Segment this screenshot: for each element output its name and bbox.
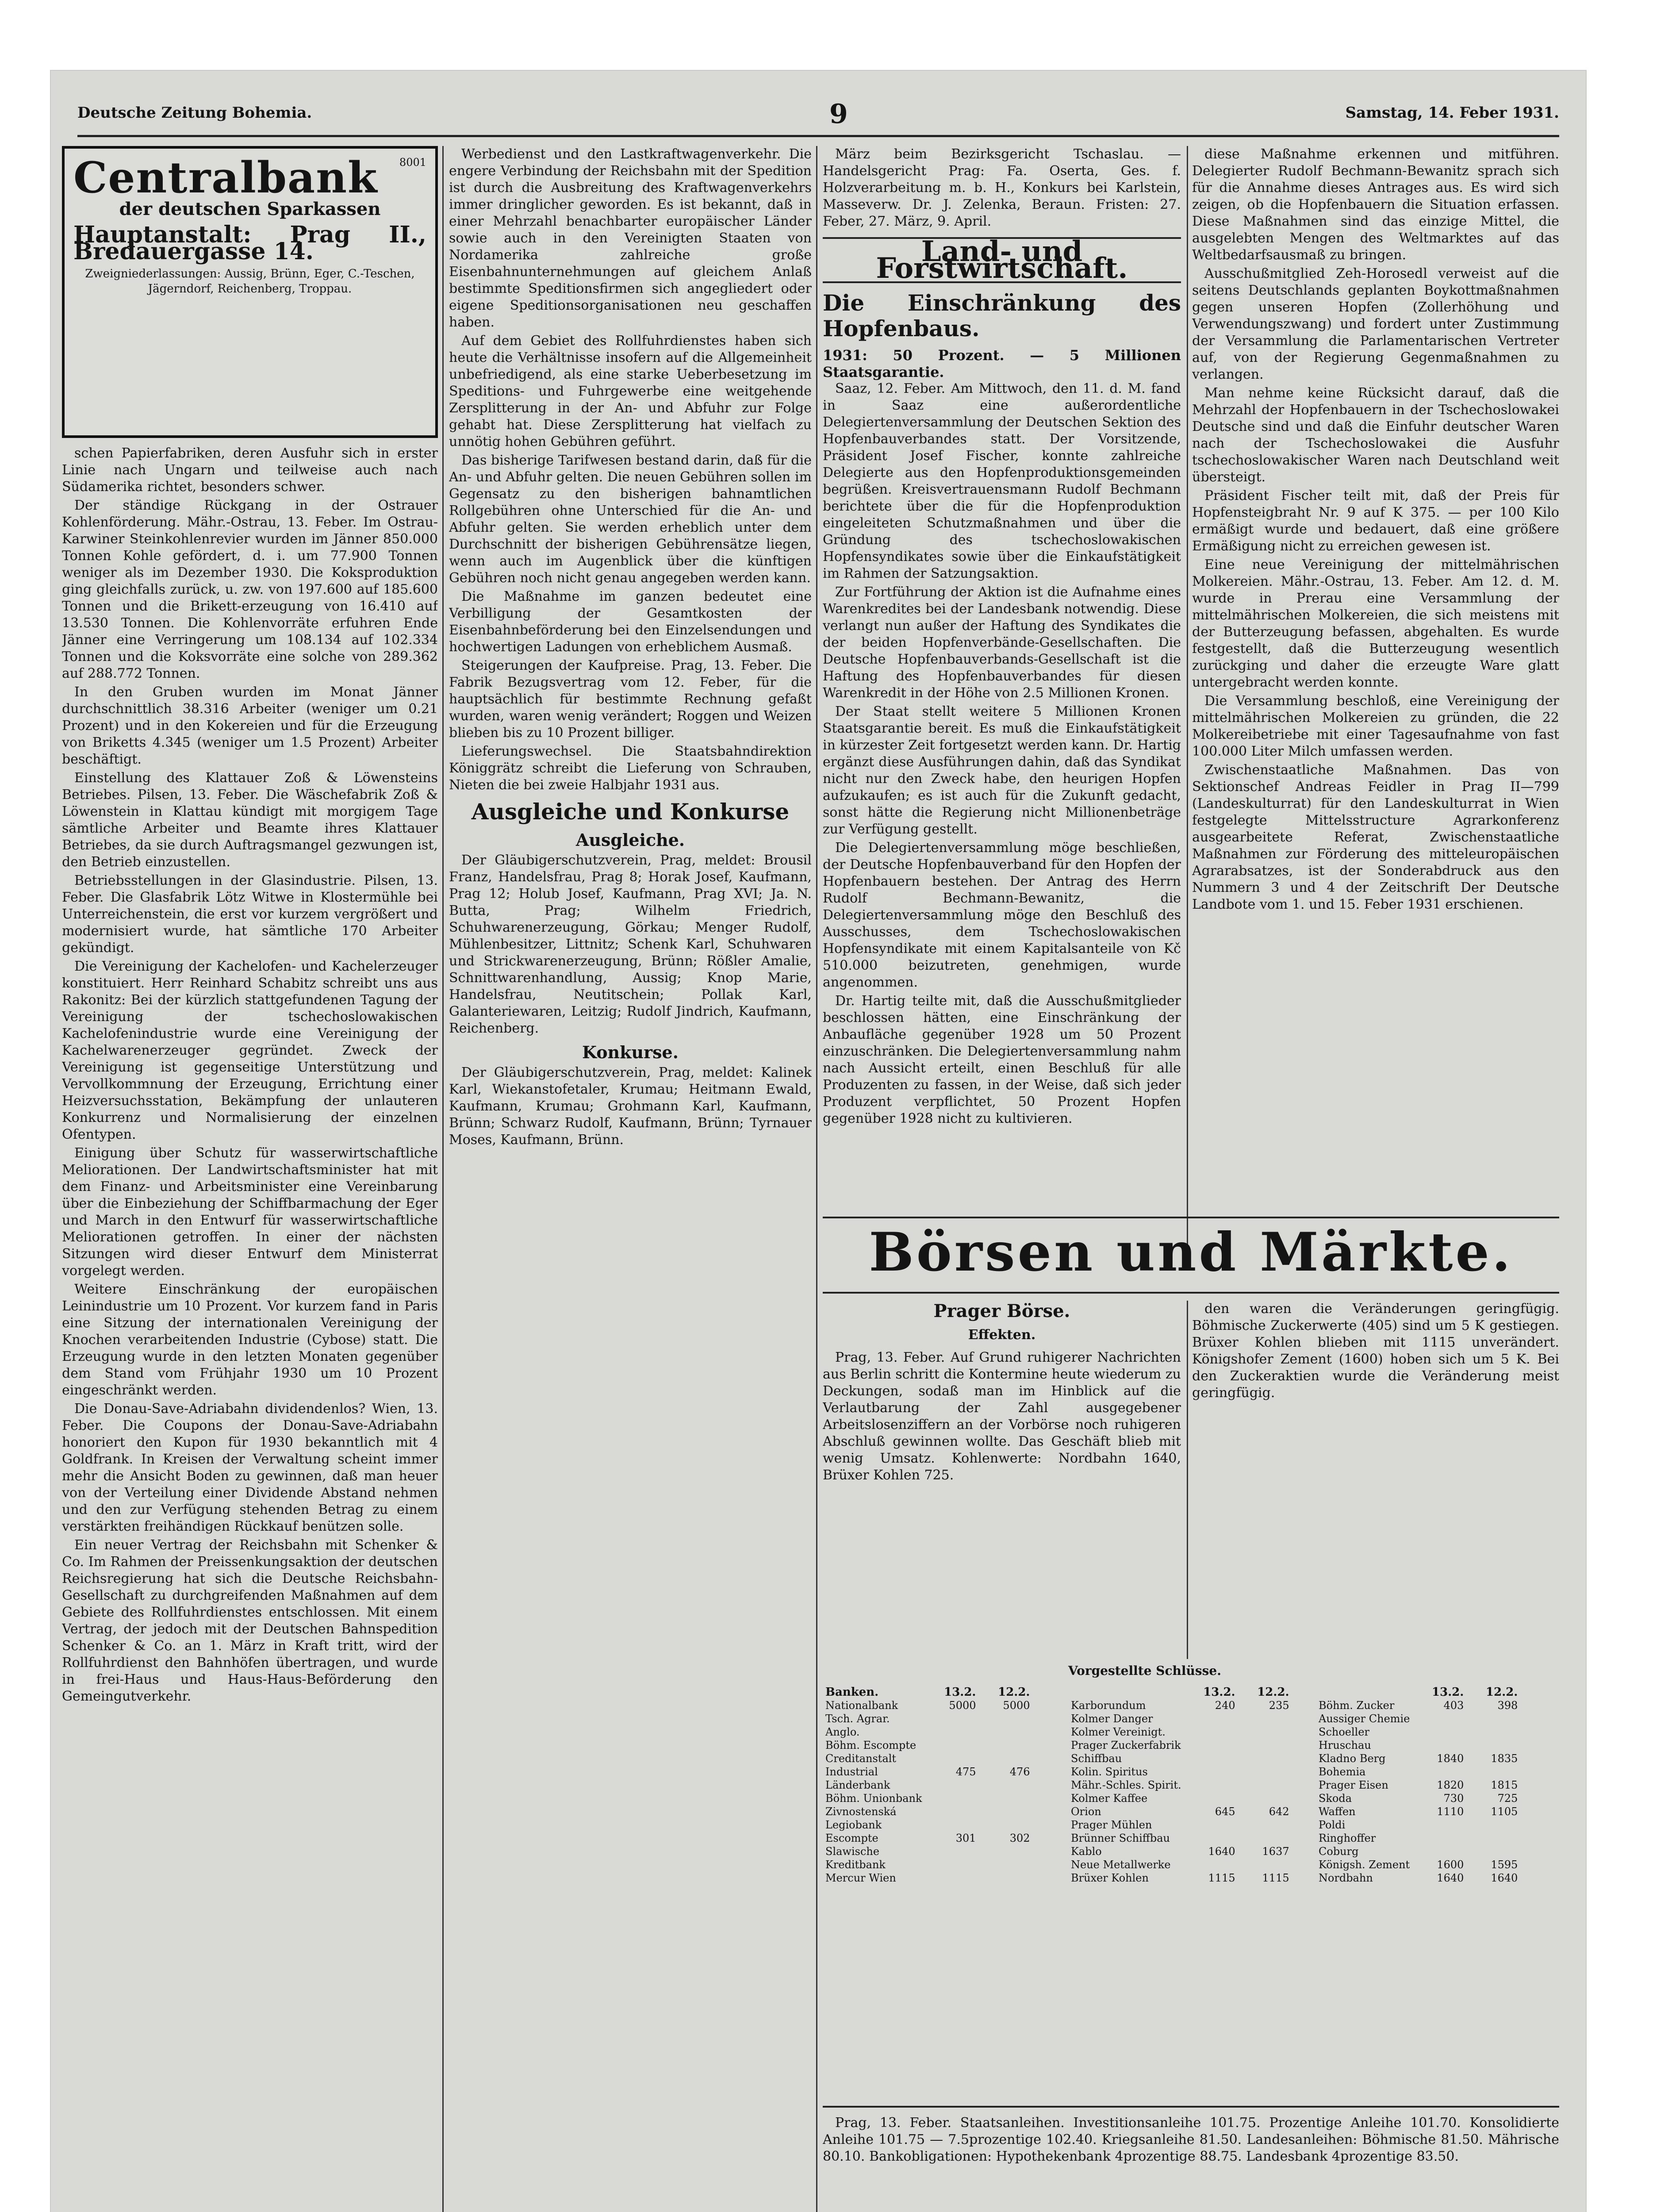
quote-value [1184,1832,1238,1845]
quote-value [1238,1712,1292,1725]
security-name: Ringhoffer [1319,1832,1376,1844]
security-name: Nationalbank [825,1699,898,1712]
security-name: Kreditbank [825,1859,886,1871]
article-paragraph: Betriebsstellungen in der Glasindustrie. Pilsen, 13. Feber. Die Glasfabrik Lötz Witwe in Klostermühle bei Unterreichenstein, die erst vor kurzem vergrößert und modernisiert wurde, hat sämtliche 170 Arbeiter gekündigt. [62,873,438,956]
quote-value: 1600 [1437,1859,1464,1871]
quote-value [979,1725,1033,1739]
article-paragraph: Steigerungen der Kaufpreise. Prag, 13. Feber. Die Fabrik Bezugsvertrag vom 12. Feber, für die hauptsächlich für bestimmte Rechnung gefaßt wurden, waren wenig verändert; Roggen und Weizen blieben bis zu 10 Prozent billiger. [449,658,812,741]
quote-value: 302 [1009,1832,1030,1844]
article-paragraph: Die Donau-Save-Adriabahn dividendenlos? Wien, 13. Feber. Die Coupons der Donau-Save-Adriabahn honoriert den Kupon für 1930 bekanntlich mit 4 Goldfrank. In Kreisen der Verwaltung scheint immer mehr die Ansicht Boden zu gewinnen, daß man heuer von der Verteilung einer Dividende Abstand nehmen und den zur Verfügung stehenden Betrag zu einem verstärkten freihändigen Rückkauf benützen solle. [62,1401,438,1534]
table-row [823,1712,1033,1725]
markets-paragraph: Prag, 13. Feber. Auf Grund ruhigerer Nachrichten aus Berlin schritt die Kontermine heute wiederum zu Deckungen, sodaß man im Hinblick auf die Verlautbarung der Zahl ausgegebener Arbeitslosenziffern an der Vorbörse noch ruhigeren Abschluß gewinnen wollte. Das Geschäft blieb mit wenig Umsatz. Kohlenwerte: Nordbahn 1640, Brüxer Kohlen 725. [823,1350,1181,1483]
table-header-cell: 13.2. [1432,1686,1464,1699]
quote-value [1412,1765,1466,1778]
security-name: Mercur Wien [825,1872,896,1884]
article-paragraph: Einigung über Schutz für wasserwirtschaftliche Meliorationen. Der Landwirtschaftsminister hat mit dem Finanz- und Arbeitsminister eine Vereinbarung über die Einbeziehung der Schiffbarmachung der Eger und March in den Entwurf für wasserwirtschaftliche Meliorationen getroffen. In einer der nächsten Sitzungen wird dieser Entwurf dem Ministerrat vorgelegt werden. [62,1145,438,1279]
quote-value [1184,1725,1238,1739]
quote-value: 1105 [1491,1805,1518,1818]
quote-value: 642 [1269,1805,1289,1818]
table-row [823,1792,1033,1805]
table-header-row [1068,1686,1292,1699]
table-row [1068,1845,1292,1858]
security-name: Länderbank [825,1779,890,1791]
security-name: Coburg [1319,1845,1359,1858]
table-row [1068,1699,1292,1712]
quote-value [1184,1792,1238,1805]
quote-value [1238,1739,1292,1752]
quote-value [1238,1778,1292,1792]
article-paragraph: Präsident Fischer teilt mit, daß der Preis für Hopfensteigbraht Nr. 9 auf K 375. — per 100 Kilo ermäßigt wurde und bedauert, daß eine größere Ermäßigung nicht zu erreichen gewesen ist. [1192,488,1559,554]
markets-top-rule [823,1217,1559,1218]
quote-value: 1637 [1262,1845,1289,1858]
article-paragraph: März beim Bezirksgericht Tschaslau. — Handelsgericht Prag: Fa. Oserta, Ges. f. Holzverarbeitung m. b. H., Konkurs bei Karlstein, Masseverw. Dr. J. Zelenka, Beraun. Fristen: 27. Feber, 27. März, 9. April. [823,146,1181,229]
table-row [823,1752,1033,1765]
table-row [823,1871,1033,1885]
table-row [823,1725,1033,1739]
article-paragraph: Zur Fortführung der Aktion ist die Aufnahme eines Warenkredites bei der Landesbank notwendig. Diese verlangt nun außer der Haftung des Syndikates die der beiden Hopfenverbände-Gesellschaften. Die Deutsche Hopfenbauverbands-Gesellschaft ist die Haftung des Hopfenbauverbandes für diesen Warenkredit in der Höhe von 2.5 Millionen Kronen. [823,584,1181,701]
security-name: Bohemia [1319,1766,1366,1778]
security-name: Poldi [1319,1819,1346,1831]
quotes-table-other [1316,1686,1520,1885]
table-row [1316,1739,1520,1752]
table-row [1316,1752,1520,1765]
security-name: Mähr.-Schles. Spirit. [1071,1779,1181,1791]
security-name: Aussiger Chemie [1319,1713,1410,1725]
table-row [823,1765,1033,1778]
column-rule [1187,1301,1188,1659]
quote-value [1412,1832,1466,1845]
security-name: Zivnostenská [825,1805,897,1818]
table-row [1068,1765,1292,1778]
security-name: Brünner Schiffbau [1071,1832,1170,1844]
table-row [823,1805,1033,1818]
article-subheadline: 1931: 50 Prozent. — 5 Millionen Staatsgarantie. [823,347,1181,380]
prague-exchange-heading: Prager Börse. [933,1301,1070,1321]
quote-value [1238,1725,1292,1739]
quote-value: 5000 [949,1699,976,1712]
table-row [1068,1712,1292,1725]
ausgleiche-subheading: Ausgleiche. [575,830,685,850]
quote-value: 1640 [1437,1872,1464,1884]
table-header-cell: 12.2. [1257,1686,1289,1699]
article-paragraph: Lieferungswechsel. Die Staatsbahndirektion Königgrätz schreibt die Lieferung von Schrauben, Nieten die bei zweie Halbjahr 1931 aus. [449,744,812,793]
markets-heading: Börsen und Märkte. [869,1221,1513,1283]
quote-value [1238,1818,1292,1832]
table-row [1316,1699,1520,1712]
quote-value: 240 [1215,1699,1235,1712]
ad-subtitle: der deutschen Sparkassen [119,199,381,219]
quote-value [1466,1739,1520,1752]
security-name: Slawische [825,1845,880,1858]
table-row [1316,1778,1520,1792]
quote-value [1412,1818,1466,1832]
quote-value [979,1778,1033,1792]
quote-value [1184,1818,1238,1832]
quote-value [925,1858,979,1871]
konkurse-list: Der Gläubigerschutzverein, Prag, meldet: Kalinek Karl, Wiekanstofetaler, Krumau; Heitmann Ewald, Kaufmann, Krumau; Grohmann Karl, Kaufmann, Brünn; Schwarz Rudolf, Kaufmann, Brünn; Tyrnauer Moses, Kaufmann, Brünn. [449,1065,812,1148]
security-name: Böhm. Escompte [825,1739,916,1751]
security-name: Kablo [1071,1845,1102,1858]
column-3 [823,146,1181,1252]
quote-value: 475 [955,1766,976,1778]
quote-value [1238,1832,1292,1845]
article-paragraph: Weitere Einschränkung der europäischen Leinindustrie um 10 Prozent. Vor kurzem fand in Paris eine Sitzung der internationalen Vereinigung der Knochen verarbeitenden Industrie (Cybose) statt. Die Erzeugung wurde in den letzten Monaten gegenüber dem Stand vom Frühjahr 1930 um 10 Prozent eingeschränkt werden. [62,1282,438,1398]
quote-value [1184,1778,1238,1792]
bonds-paragraph: Prag, 13. Feber. Staatsanleihen. Investitionsanleihe 101.75. Prozentige Anleihe 101.70. Konsolidierte Anleihe 101.75 — 7.5prozentige 102.40. Kriegsanleihe 81.50. Landesanleihen: Böhmische 81.50. Mährische 80.10. Bankobligationen: Hypothekenbank 4prozentige 88.75. Landesbank 4prozentige 83.50. [823,2115,1559,2164]
article-paragraph: Zwischenstaatliche Maßnahmen. Das von Sektionschef Andreas Feidler in Prag II—799 (Landeskulturrat) für den Landeskulturrat in Wien festgelegte Mittelsstructure Agrarkonferenz ausgearbeitete Referat, Zwischenstaatliche Maßnahmen zur Förderung des mitteleuropäischen Agrarabsatzes, ist der Sonderabdruck aus den Nummern 3 und 4 der Zeitschrift Der Deutsche Landbote vom 1. und 15. Feber 1931 erschienen. [1192,762,1559,912]
table-header-cell: 12.2. [1486,1686,1518,1699]
security-name: Kladno Berg [1319,1752,1386,1765]
article-paragraph: Der ständige Rückgang in der Ostrauer Kohlenförderung. Mähr.-Ostrau, 13. Feber. Im Ostrau-Karwiner Steinkohlenrevier wurden im Jänner 850.000 Tonnen Kohle gefördert, d. i. um 77.900 Tonnen weniger als im Dezember 1930. Die Koksproduktion ging gleichfalls zurück, u. zw. von 197.600 auf 185.600 Tonnen und die Brikett-erzeugung von 16.410 auf 13.530 Tonnen. Die Kohlenvorräte erfuhren Ende Jänner eine Verringerung um 108.134 auf 102.334 Tonnen und die Koksvorräte eine solche von 289.362 auf 288.772 Tonnen. [62,498,438,681]
article-paragraph: Die Delegiertenversammlung möge beschließen, der Deutsche Hopfenbauverband für den Hopfen der Hopfenbauern bestehen. Der Antrag des Herrn Rudolf Bechmann-Bewanitz, die Delegiertenversammlung möge den Beschluß des Ausschusses, dem Tschechoslowakischen Hopfensyndikate mit einem Kapitalsanteile von Kč 510.000 beizutreten, genehmigen, wurde angenommen. [823,840,1181,990]
article-paragraph: Saaz, 12. Feber. Am Mittwoch, den 11. d. M. fand in Saaz eine außerordentliche Delegiertenversammlung der Deutschen Sektion des Hopfenbauverbandes statt. Der Vorsitzende, Präsident Josef Fischer, konnte zahlreiche Delegierte aus den Hopfenproduktionsgemeinden begrüßen. Kreisvertrauensmann Rudolf Bechmann berichtete über die für die Hopfenproduktion eingeleiteten Schutzmaßnahmen und über die Gründung des tschechoslowakischen Hopfensyndikates sowie über die Einkaufstätigkeit im Rahmen der Satzungsaktion. [823,381,1181,581]
table-row [1316,1858,1520,1871]
security-name: Anglo. [825,1726,860,1738]
security-name: Schoeller [1319,1726,1370,1738]
quote-value [1238,1792,1292,1805]
quote-value: 398 [1497,1699,1518,1712]
table-header-cell [1316,1686,1412,1699]
quotes-table-industrials [1068,1686,1292,1885]
quote-value [1466,1765,1520,1778]
quote-value [979,1858,1033,1871]
article-paragraph: diese Maßnahme erkennen und mitführen. Delegierter Rudolf Bechmann-Bewanitz sprach sich für die Annahme dieses Antrages aus. Es wird sich zeigen, ob die Hopfenbauern die Situation erfassen. Diese Maßnahmen sind das einzige Mittel, die ausgelebten Mengen des Weltmarktes auf das Weltbedarfsausmaß zu bringen. [1192,146,1559,263]
konkurse-subheading: Konkurse. [582,1042,679,1062]
table-row [1316,1871,1520,1885]
quote-value [925,1725,979,1739]
table-row [1068,1778,1292,1792]
security-name: Kolin. Spiritus [1071,1766,1148,1778]
markets-heading-rule [823,1292,1559,1294]
quote-value [925,1752,979,1765]
quote-value: 1110 [1437,1805,1464,1818]
quote-value [1466,1832,1520,1845]
table-row [1068,1725,1292,1739]
quote-value [925,1805,979,1818]
table-row [1316,1845,1520,1858]
table-row [1068,1858,1292,1871]
quote-value [1184,1858,1238,1871]
article-paragraph: Werbedienst und den Lastkraftwagenverkehr. Die engere Verbindung der Reichsbahn mit der Spedition ist durch die Ausbreitung des Kraftwagenverkehrs immer dringlicher geworden. Es ist bekannt, daß in einer Mehrzahl benachbarter europäischer Länder sowie auch in den Vereinigten Staaten von Nordamerika zahlreiche große Eisenbahnunternehmungen auf gleichem Anlaß bestimmte Speditionsfirmen sich angegliedert oder eigene Speditionsorganisationen neu geschaffen haben. [449,146,812,330]
quote-value [925,1845,979,1858]
quote-value [925,1712,979,1725]
section-heading-agriculture: Land- und Forstwirtschaft. [823,237,1181,283]
page-number: 9 [829,99,848,130]
table-row [1316,1725,1520,1739]
quotes-table-banks [823,1686,1033,1885]
ad-branches: Zweigniederlassungen: Aussig, Brünn, Eger, C.-Teschen, Jägerndorf, Reichenberg, Troppau. [85,267,415,296]
article-paragraph: Dr. Hartig teilte mit, daß die Ausschußmitglieder beschlossen hätten, eine Einschränkung der Anbaufläche gegenüber 1928 um 50 Prozent einzuschränken. Die Delegiertenversammlung nahm nach Aussicht erteilt, einen Beschluß für alle Produzenten zu fassen, in der Weise, daß sich jeder Produzent verpflichtet, 50 Prozent Hopfen gegenüber 1928 nicht zu kultivieren. [823,993,1181,1126]
table-header-row [823,1686,1033,1699]
article-paragraph: Die Vereinigung der Kachelofen- und Kachelerzeuger konstituiert. Herr Reinhard Schabitz schreibt uns aus Rakonitz: Bei der kürzlich stattgefundenen Tagung der Vereinigung der tschechoslowakischen Kachelofenindustrie wurde eine Vereinigung der Kachelwarenerzeuger gegründet. Zweck der Vereinigung ist gegenseitige Unterstützung und Vervollkommnung der Erzeugung, Errichtung einer Heizversuchsstation, Bekämpfung der unlauteren Konkurrenz und Normalisierung der einzelnen Ofentypen. [62,959,438,1142]
quote-value: 403 [1443,1699,1464,1712]
security-name: Kolmer Kaffee [1071,1792,1148,1805]
article-paragraph: Ausschußmitglied Zeh-Horosedl verweist auf die seitens Deutschlands geplanten Boykottmaßnahmen gegen unseren Hopfen (Zollerhöhung und Verwendungszwang) und fordert unter Zustimmung der Versammlung die Parlamentarischen Vertreter auf, von der Regierung Gegenmaßnahmen zu verlangen. [1192,266,1559,382]
article-paragraph: Einstellung des Klattauer Zoß & Löwensteins Betriebes. Pilsen, 13. Feber. Die Wäschefabrik Zoß & Löwenstein in Klattau kündigt mit morgigem Tage sämtliche Arbeiter und Beamte ihres Klattauer Betriebes, da sie durch Auftragsmangel gezwungen ist, den Betrieb einzustellen. [62,770,438,870]
security-name: Nordbahn [1319,1872,1373,1884]
quote-value [925,1739,979,1752]
table-row [1068,1792,1292,1805]
security-name: Prager Mühlen [1071,1819,1152,1831]
security-name: Böhm. Zucker [1319,1699,1395,1712]
centralbank-advertisement [62,146,438,438]
quote-value: 1595 [1491,1859,1518,1871]
quote-value: 1820 [1437,1779,1464,1791]
article-paragraph: Der Staat stellt weitere 5 Millionen Kronen Staatsgarantie bereit. Es muß die Einkaufstätigkeit in kürzester Zeit fortgesetzt werden kann. Dr. Hartig ergänzt diese Ausführungen dahin, daß das Syndikat nicht nur den Zweck habe, den heurigen Hopfen aufzukaufen; es ist auch für die Zukunft gedacht, sonst hätte die Regierung nicht Millionenbeträge zur Verfügung gestellt. [823,704,1181,837]
table-row [1068,1739,1292,1752]
quote-value: 5000 [1003,1699,1030,1712]
quote-value: 301 [955,1832,976,1844]
quote-value: 1835 [1491,1752,1518,1765]
table-row [823,1818,1033,1832]
table-row [823,1858,1033,1871]
quote-value [979,1739,1033,1752]
quote-value: 645 [1215,1805,1235,1818]
table-header-cell: 12.2. [998,1686,1030,1699]
quote-value [1466,1712,1520,1725]
quote-value [1184,1765,1238,1778]
security-name: Königsh. Zement [1319,1859,1410,1871]
quote-value [1412,1725,1466,1739]
security-name: Prager Zuckerfabrik [1071,1739,1181,1751]
table-row [823,1845,1033,1858]
quote-value: 1640 [1491,1872,1518,1884]
table-row [1068,1871,1292,1885]
quotes-table-heading: Vorgestellte Schlüsse. [1068,1663,1221,1678]
column-2 [449,146,812,2212]
quote-value: 1840 [1437,1752,1464,1765]
markets-paragraph: den waren die Veränderungen geringfügig. Böhmische Zuckerwerte (405) sind um 5 K gestiegen. Brüxer Kohlen blieben mit 1115 unverändert. Königshofer Zement (1600) hoben sich um 5 K. Bei den Zuckeraktien wurde die Veränderung meist geringfügig. [1192,1301,1559,1401]
table-row [823,1778,1033,1792]
table-header-cell: 13.2. [1203,1686,1235,1699]
quote-value [979,1805,1033,1818]
article-paragraph: Das bisherige Tarifwesen bestand darin, daß für die An- und Abfuhr gelten. Die neuen Gebühren sollen im Gegensatz zu den bisherigen bahnamtlichen Rollgebühren ohne Unterschied für die An- und Abfuhr gelten. Sie werden erheblich unter dem Durchschnitt der bisherigen Gebührensätze liegen, wenn auch im Augenblick über die künftigen Gebühren noch nicht genau angegeben werden kann. [449,453,812,586]
table-row [823,1739,1033,1752]
security-name: Prager Eisen [1319,1779,1388,1791]
effects-subheading: Effekten. [968,1327,1036,1343]
article-paragraph: Die Versammlung beschloß, eine Vereinigung der mittelmährischen Molkereien zu gründen, die 22 Molkereibetriebe mit einer Tagesaufnahme von fast 100.000 Liter Milch umfassen werden. [1192,693,1559,759]
table-row [1316,1712,1520,1725]
article-paragraph: schen Papierfabriken, deren Ausfuhr sich in erster Linie nach Ungarn und teilweise auch nach Südamerika richtet, besonders schwer. [62,445,438,495]
quote-value [979,1792,1033,1805]
table-header-cell: 13.2. [944,1686,976,1699]
quote-value [1466,1845,1520,1858]
ad-address: Hauptanstalt: Prag II., Bredauergasse 14. [73,221,426,265]
quote-value: 235 [1269,1699,1289,1712]
security-name: Tsch. Agrar. [825,1713,890,1725]
column-1 [62,146,438,2212]
newspaper-page [51,71,1586,2212]
table-header-cell [1068,1686,1184,1699]
column-4 [1192,146,1559,1252]
table-row [1068,1832,1292,1845]
quote-value [1412,1845,1466,1858]
quote-value [1184,1712,1238,1725]
quote-value [1238,1765,1292,1778]
quote-value [925,1778,979,1792]
table-row [1068,1805,1292,1818]
security-name: Orion [1071,1805,1101,1818]
table-row [823,1832,1033,1845]
column-rule [816,146,817,2212]
quote-value [1466,1725,1520,1739]
ad-code: 8001 [399,156,426,169]
quote-value [979,1871,1033,1885]
security-name: Hruschau [1319,1739,1371,1751]
quote-value [979,1845,1033,1858]
markets-report-left [823,1349,1181,1659]
quote-value [925,1818,979,1832]
security-name: Waffen [1319,1805,1356,1818]
table-row [1316,1818,1520,1832]
quote-value: 725 [1497,1792,1518,1805]
security-name: Karborundum [1071,1699,1146,1712]
security-name: Industrial [825,1766,878,1778]
quote-value: 1815 [1491,1779,1518,1791]
quote-value [925,1871,979,1885]
quote-value: 1640 [1208,1845,1235,1858]
security-name: Brüxer Kohlen [1071,1872,1149,1884]
bonds-rule [823,2106,1559,2108]
security-name: Kolmer Danger [1071,1713,1153,1725]
ausgleiche-list: Der Gläubigerschutzverein, Prag, meldet: Brousil Franz, Handelsfrau, Prag 8; Horak Josef, Kaufmann, Prag 12; Holub Josef, Kaufmann, Prag XVI; Ja. N. Butta, Prag; Wilhelm Friedrich, Schuhwarenerzeugung, Görkau; Menger Rudolf, Mühlenbesitzer, Littnitz; Schenk Karl, Schuhwaren und Strickwarenerzeugung, Brünn; Rößler Amalie, Schnittwarenhandlung, Aussig; Knop Marie, Handelsfrau, Neutitschein; Pollak Karl, Galanteriewaren, Leitzig; Rudolf Jindrich, Kaufmann, Reichenberg. [449,853,812,1036]
quote-value [1184,1739,1238,1752]
bonds-report [823,2115,1559,2212]
table-row [1316,1792,1520,1805]
table-header-row [1316,1686,1520,1699]
article-paragraph: Auf dem Gebiet des Rollfuhrdienstes haben sich heute die Verhältnisse insofern auf die Allgemeinheit unbefriedigend, als eine starke Ueberbesetzung im Speditions- und Fuhrgewerbe eine weitgehende Zersplitterung in der An- und Abfuhr zur Folge gehabt hat. Diese Zersplitterung hat vielfach zu unnötig hohen Gebühren geführt. [449,333,812,449]
issue-date: Samstag, 14. Feber 1931. [1345,104,1559,122]
article-paragraph: Man nehme keine Rücksicht darauf, daß die Mehrzahl der Hopfenbauern in der Tschechoslowakei Deutsche sind und daß die Einfuhr deutscher Waren nach der Tschechoslowakei die Ausfuhr tschechoslowakischer Waren nach Deutschland weit übersteigt. [1192,385,1559,485]
table-row [1068,1818,1292,1832]
quote-value [1184,1752,1238,1765]
security-name: Legiobank [825,1819,882,1831]
quote-value: 1115 [1262,1872,1289,1884]
ad-brand: Centralbank [73,153,378,203]
newspaper-name: Deutsche Zeitung Bohemia. [77,104,312,122]
quote-value [979,1752,1033,1765]
quote-value [925,1792,979,1805]
table-row [1068,1752,1292,1765]
quote-value [1412,1739,1466,1752]
article-paragraph: Die Maßnahme im ganzen bedeutet eine Verbilligung der Gesamtkosten der Eisenbahnbeförderung bei den Einzelsendungen und hochwertigen Ladungen von erheblichem Ausmaß. [449,589,812,655]
table-header-cell: Banken. [825,1686,879,1699]
quote-value [1412,1712,1466,1725]
quote-value [979,1818,1033,1832]
security-name: Creditanstalt [825,1752,897,1765]
table-row [1316,1805,1520,1818]
quote-value: 1115 [1208,1872,1235,1884]
quote-value [1238,1858,1292,1871]
quote-value [979,1712,1033,1725]
ausgleiche-heading: Ausgleiche und Konkurse [471,799,790,825]
quote-value [1466,1818,1520,1832]
security-name: Kolmer Vereinigt. [1071,1726,1166,1738]
security-name: Escompte [825,1832,878,1844]
article-paragraph: Eine neue Vereinigung der mittelmährischen Molkereien. Mähr.-Ostrau, 13. Feber. Am 12. d. M. wurde in Prerau eine Versammlung der mittelmährischen Molkereien, die sich meistens mit der Butterzeugung befassen, abgehalten. Es wurde festgestellt, daß die Butterzeugung wesentlich zurückging und daher die erzeugte Ware glatt untergebracht werden konnte. [1192,557,1559,690]
page-header [77,95,1559,137]
column-rule [442,146,444,2212]
table-row [823,1699,1033,1712]
quote-value [1238,1752,1292,1765]
security-name: Schiffbau [1071,1752,1122,1765]
table-row [1316,1765,1520,1778]
article-paragraph: In den Gruben wurden im Monat Jänner durchschnittlich 38.316 Arbeiter (weniger um 0.21 Prozent) und in den Kokereien und für die Erzeugung von Briketts 4.345 (weniger um 1.5 Prozent) Arbeiter beschäftigt. [62,684,438,767]
table-row [1316,1832,1520,1845]
article-headline: Die Einschränkung des Hopfenbaus. [823,290,1181,342]
markets-report-right [1192,1301,1559,1659]
security-name: Böhm. Unionbank [825,1792,922,1805]
security-name: Skoda [1319,1792,1352,1805]
security-name: Neue Metallwerke [1071,1859,1171,1871]
quote-value: 730 [1443,1792,1464,1805]
quote-value: 476 [1009,1766,1030,1778]
article-paragraph: Ein neuer Vertrag der Reichsbahn mit Schenker & Co. Im Rahmen der Preissenkungsaktion der deutschen Reichsregierung hat sich die Deutsche Reichsbahn-Gesellschaft zu durchgreifenden Maßnahmen auf dem Gebiete des Rollfuhrdienstes entschlossen. Mit einem Vertrag, der jedoch mit der Deutschen Bahnspedition Schenker & Co. an 1. März in Kraft tritt, wird der Rollfuhrdienst den Bahnhöfen übertragen, und wurde in frei-Haus und Haus-Haus-Beförderung den Gemeingutverkehr. [62,1537,438,1704]
column-rule [1187,146,1188,1252]
